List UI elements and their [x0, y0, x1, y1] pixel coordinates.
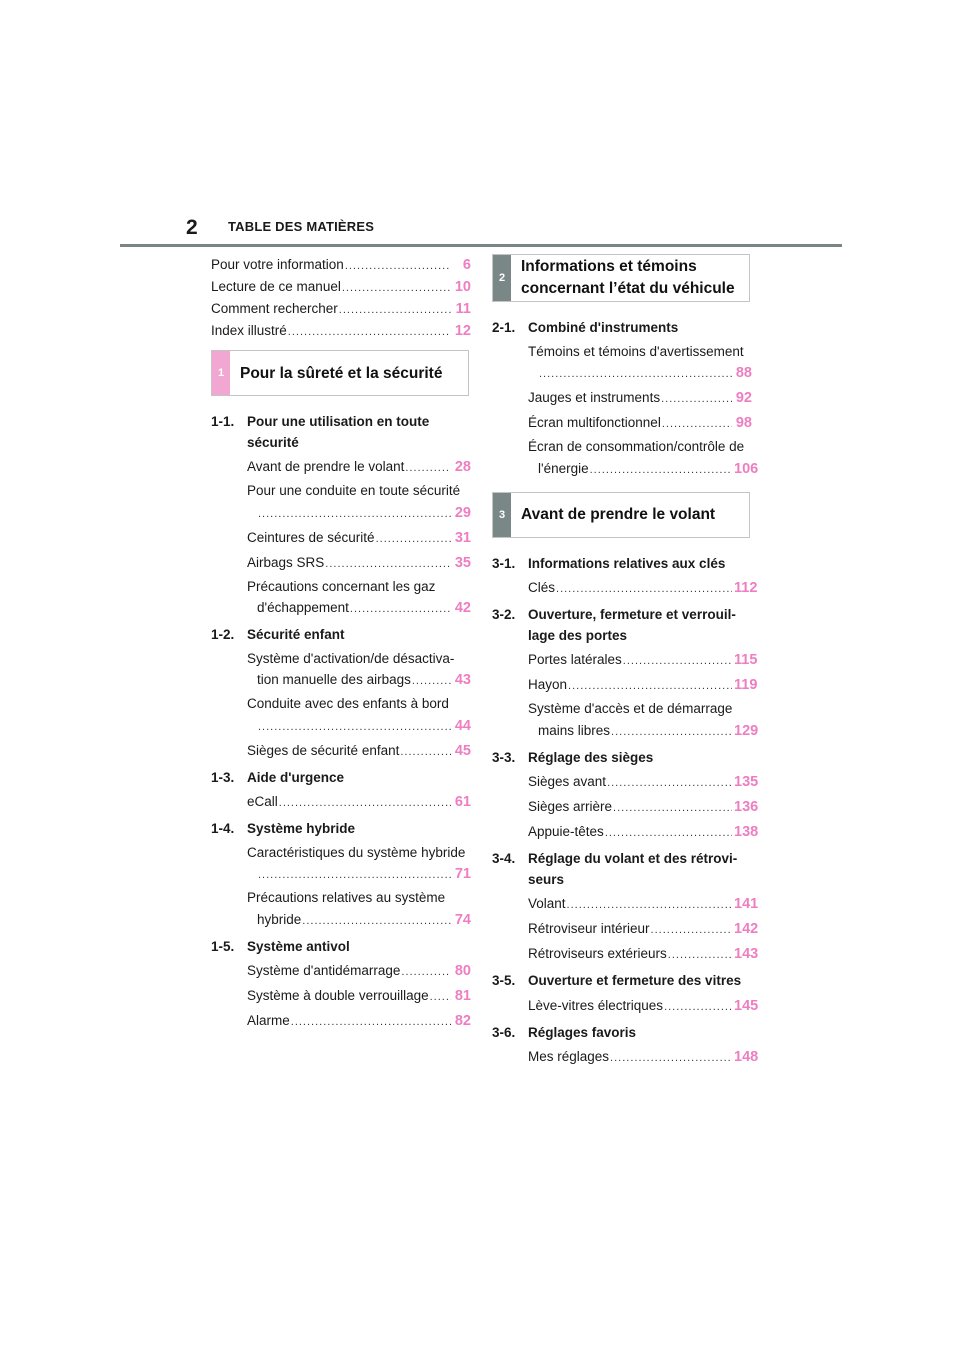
- toc-entry[interactable]: Caractéristiques du système hybride ..... 71: [247, 843, 471, 886]
- toc-group-1-5: 1-5. Système antivol Système d'antidémarrage ..... 80 Système à double verrouillage ..... 81 Alarme ..... 82: [211, 937, 471, 1033]
- toc-entry[interactable]: Sièges de sécurité enfant ..... 45: [247, 740, 471, 762]
- toc-entry[interactable]: Appuie-têtes ..... 138: [528, 821, 752, 843]
- page-link[interactable]: 106: [734, 460, 759, 477]
- page-link[interactable]: 135: [734, 774, 759, 790]
- toc-entry[interactable]: Index illustré ..... 12: [211, 320, 471, 342]
- toc-entry[interactable]: Lève-vitres électriques ..... 145: [528, 995, 752, 1017]
- toc-entry[interactable]: Clés ..... 112: [528, 577, 752, 599]
- page-link[interactable]: 44: [454, 717, 471, 734]
- page-link[interactable]: 129: [734, 722, 759, 739]
- toc-group-3-4: 3-4. Réglage du volant et des rétrovi- seurs Volant ..... 141 Rétroviseur intérieur ..... 142 Rétroviseurs extérieurs ..... 143: [492, 849, 752, 965]
- toc-intro-list: [211, 254, 471, 342]
- page-link[interactable]: 12: [454, 323, 471, 339]
- toc-entry[interactable]: Comment rechercher ..... 11: [211, 298, 471, 320]
- toc-group-3-2: 3-2. Ouverture, fermeture et verrouil- lage des portes Portes latérales ..... 115 Hayon ..... 119 Système d'accès et de démarrage mains libres ..... 129: [492, 605, 752, 742]
- toc-group-3-6: 3-6. Réglages favoris Mes réglages ..... 148: [492, 1023, 752, 1069]
- toc-entry[interactable]: Rétroviseur intérieur ..... 142: [528, 918, 752, 940]
- toc-group-1-1: 1-1. Pour une utilisation en toute sécurité Avant de prendre le volant ..... 28 Pour une conduite en toute sécurité ..... 29 Ceintures de sécurité ..... 31 Airbags SRS ..... 35 Précautions concernant les gaz d'échappement ..... 42: [211, 412, 471, 619]
- page-link[interactable]: 112: [734, 580, 758, 596]
- page-link[interactable]: 10: [454, 279, 471, 295]
- page-link[interactable]: 138: [734, 824, 759, 840]
- page-link[interactable]: 31: [454, 529, 471, 546]
- toc-entry[interactable]: Conduite avec des enfants à bord ..... 44: [247, 694, 471, 737]
- toc-group-1-2: 1-2. Sécurité enfant Système d'activation/de désactiva- tion manuelle des airbags ..... 43 Conduite avec des enfants à bord ..... 44 Sièges de sécurité enfant ..... 45: [211, 625, 471, 762]
- page-link[interactable]: 28: [454, 459, 471, 475]
- page-link[interactable]: 61: [454, 794, 471, 810]
- toc-entry[interactable]: eCall ..... 61: [247, 791, 471, 813]
- toc-entry[interactable]: Mes réglages ..... 148: [528, 1046, 752, 1068]
- page-link[interactable]: 148: [734, 1049, 759, 1065]
- toc-left-column: [211, 254, 471, 1035]
- toc-entry[interactable]: Ceintures de sécurité ..... 31: [247, 527, 471, 549]
- toc-right-column: [492, 254, 759, 1071]
- section-header-1[interactable]: [211, 350, 469, 396]
- toc-entry[interactable]: Précautions relatives au système hybride ..... 74: [247, 888, 471, 931]
- section-title: Informations et témoins concernant l’état du véhicule: [521, 258, 735, 297]
- toc-entry[interactable]: Sièges arrière ..... 136: [528, 796, 752, 818]
- page-link[interactable]: 74: [454, 911, 471, 928]
- page-link[interactable]: 43: [454, 672, 471, 688]
- toc-entry[interactable]: Alarme ..... 82: [247, 1010, 471, 1032]
- section-header-3[interactable]: [492, 492, 750, 538]
- page-link[interactable]: 42: [454, 600, 471, 616]
- toc-entry[interactable]: Système d'activation/de désactiva- tion manuelle des airbags ..... 43: [247, 649, 471, 692]
- page-link[interactable]: 141: [734, 896, 759, 912]
- page-link[interactable]: 81: [454, 988, 471, 1004]
- toc-entry[interactable]: Pour une conduite en toute sécurité ..... 29: [247, 481, 471, 524]
- toc-entry[interactable]: Lecture de ce manuel ..... 10: [211, 276, 471, 298]
- page-link[interactable]: 145: [734, 997, 759, 1014]
- page-link[interactable]: 98: [735, 415, 752, 431]
- page-link[interactable]: 119: [734, 677, 758, 693]
- page-link[interactable]: 115: [734, 652, 758, 668]
- page-link[interactable]: 92: [735, 390, 752, 406]
- section-header-2[interactable]: [492, 254, 750, 302]
- toc-group-2-1: 2-1. Combiné d'instruments Témoins et témoins d'avertissement ..... 88 Jauges et instruments ..... 92 Écran multifonctionnel ..... 98 Écran de consommation/contrôle de l'énergie ..... 106: [492, 318, 752, 480]
- toc-entry[interactable]: Écran de consommation/contrôle de l'énergie ..... 106: [528, 437, 752, 480]
- toc-group-3-1: 3-1. Informations relatives aux clés Clés ..... 112: [492, 554, 752, 600]
- page-link[interactable]: 88: [735, 365, 752, 381]
- section-number-tab: 3: [493, 493, 511, 537]
- toc-group-1-3: 1-3. Aide d'urgence eCall ..... 61: [211, 768, 471, 814]
- page-link[interactable]: 143: [734, 946, 759, 962]
- section-number-tab: 2: [493, 255, 511, 301]
- toc-entry[interactable]: Jauges et instruments ..... 92: [528, 387, 752, 409]
- page-link[interactable]: 45: [454, 742, 471, 759]
- toc-entry[interactable]: Écran multifonctionnel ..... 98: [528, 412, 752, 434]
- page-link[interactable]: 136: [734, 799, 759, 815]
- section-title: Avant de prendre le volant: [521, 506, 716, 523]
- toc-group-3-5: 3-5. Ouverture et fermeture des vitres Lève-vitres électriques ..... 145: [492, 971, 752, 1017]
- toc-entry[interactable]: Pour votre information ..... 6: [211, 254, 471, 276]
- toc-entry[interactable]: Rétroviseurs extérieurs ..... 143: [528, 943, 752, 965]
- section-title: Pour la sûreté et la sécurité: [240, 364, 443, 382]
- toc-entry[interactable]: Hayon ..... 119: [528, 674, 752, 696]
- page-link[interactable]: 6: [462, 257, 471, 273]
- toc-entry[interactable]: Système d'accès et de démarrage mains libres ..... 129: [528, 699, 752, 742]
- toc-entry[interactable]: Volant ..... 141: [528, 893, 752, 915]
- toc-entry[interactable]: Système à double verrouillage ..... 81: [247, 985, 471, 1007]
- page-number: 2: [186, 216, 198, 239]
- page-link[interactable]: 82: [454, 1013, 471, 1029]
- toc-group-1-4: 1-4. Système hybride Caractéristiques du système hybride ..... 71 Précautions relatives au système hybride ..... 74: [211, 819, 471, 931]
- toc-entry[interactable]: Portes latérales ..... 115: [528, 649, 752, 671]
- toc-group-3-3: 3-3. Réglage des sièges Sièges avant ..... 135 Sièges arrière ..... 136 Appuie-têtes ..... 138: [492, 748, 752, 844]
- running-title: TABLE DES MATIÈRES: [228, 219, 375, 234]
- page-link[interactable]: 71: [454, 866, 471, 882]
- toc-entry[interactable]: Airbags SRS ..... 35: [247, 552, 471, 574]
- page-link[interactable]: 80: [454, 963, 471, 979]
- section-number-tab: 1: [212, 351, 230, 395]
- page-link[interactable]: 11: [455, 301, 471, 317]
- page-link[interactable]: 142: [734, 921, 759, 937]
- page-link[interactable]: 29: [454, 504, 471, 521]
- page-link[interactable]: 35: [454, 554, 471, 571]
- toc-entry[interactable]: Sièges avant ..... 135: [528, 771, 752, 793]
- toc-entry[interactable]: Avant de prendre le volant ..... 28: [247, 456, 471, 478]
- toc-entry[interactable]: Précautions concernant les gaz d'échappement ..... 42: [247, 577, 471, 620]
- toc-entry[interactable]: Système d'antidémarrage ..... 80: [247, 960, 471, 982]
- toc-entry[interactable]: Témoins et témoins d'avertissement ..... 88: [528, 342, 752, 385]
- header-divider: [120, 244, 842, 247]
